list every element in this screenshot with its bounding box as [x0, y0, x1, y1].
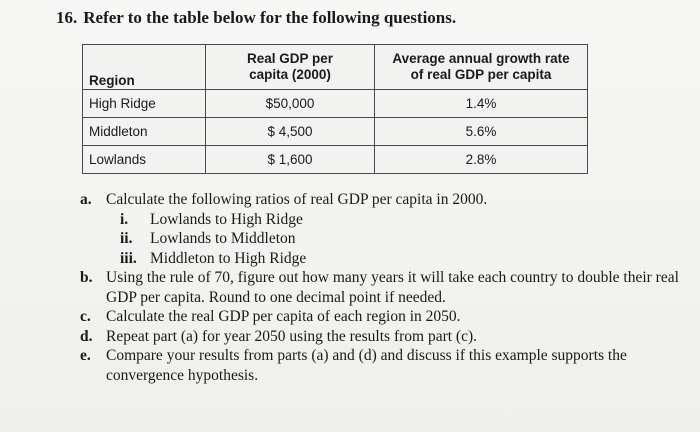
part-text: Compare your results from parts (a) and (d) and discuss if this example supports the convergence hypothesis.: [106, 347, 627, 384]
cell-region: Middleton: [83, 118, 206, 146]
question-parts: [80, 190, 680, 385]
part-a-subs: [80, 210, 680, 269]
part-b: [80, 268, 680, 307]
table-row: [83, 90, 588, 118]
part-c: [80, 307, 680, 327]
part-e: [80, 346, 680, 385]
cell-gdp: $50,000: [206, 90, 375, 118]
part-letter: d.: [80, 327, 93, 345]
part-letter: a.: [80, 191, 92, 208]
part-d: [80, 327, 680, 347]
cell-growth: 1.4%: [375, 90, 588, 118]
cell-gdp: $ 1,600: [206, 146, 375, 174]
gdp-table: [82, 44, 588, 174]
sub-numeral: i.: [120, 210, 129, 228]
sub-numeral: iii.: [120, 249, 137, 267]
sub-numeral: ii.: [120, 230, 133, 247]
question-text: Refer to the table below for the following questions.: [83, 8, 457, 27]
cell-growth: 2.8%: [375, 146, 588, 174]
table-row: [83, 146, 588, 174]
header-region: Region: [83, 45, 206, 90]
table-header-row: [83, 45, 588, 90]
cell-gdp: $ 4,500: [206, 118, 375, 146]
part-text: Using the rule of 70, figure out how many years it will take each country to double their real GDP per capita. Round to one decimal point if needed.: [106, 269, 679, 306]
cell-region: High Ridge: [83, 90, 206, 118]
sub-text: Lowlands to High Ridge: [150, 210, 303, 228]
part-letter: b.: [80, 269, 93, 286]
cell-region: Lowlands: [83, 146, 206, 174]
header-growth: Average annual growth rate of real GDP per capita: [375, 45, 588, 90]
part-text: Calculate the following ratios of real GDP per capita in 2000.: [106, 191, 488, 208]
sub-item: [120, 249, 680, 269]
sub-text: Middleton to High Ridge: [150, 249, 307, 267]
header-gdp: Real GDP per capita (2000): [206, 45, 375, 90]
table-row: [83, 118, 588, 146]
part-text: Repeat part (a) for year 2050 using the results from part (c).: [106, 327, 478, 345]
question-title: [56, 8, 456, 28]
question-number: 16.: [56, 8, 78, 27]
cell-growth: 5.6%: [375, 118, 588, 146]
part-a: [80, 190, 680, 210]
part-letter: c.: [80, 308, 91, 325]
part-text: Calculate the real GDP per capita of each region in 2050.: [106, 308, 461, 325]
sub-item: [120, 210, 680, 230]
sub-text: Lowlands to Middleton: [150, 230, 296, 247]
sub-item: [120, 229, 680, 249]
part-letter: e.: [80, 347, 91, 364]
